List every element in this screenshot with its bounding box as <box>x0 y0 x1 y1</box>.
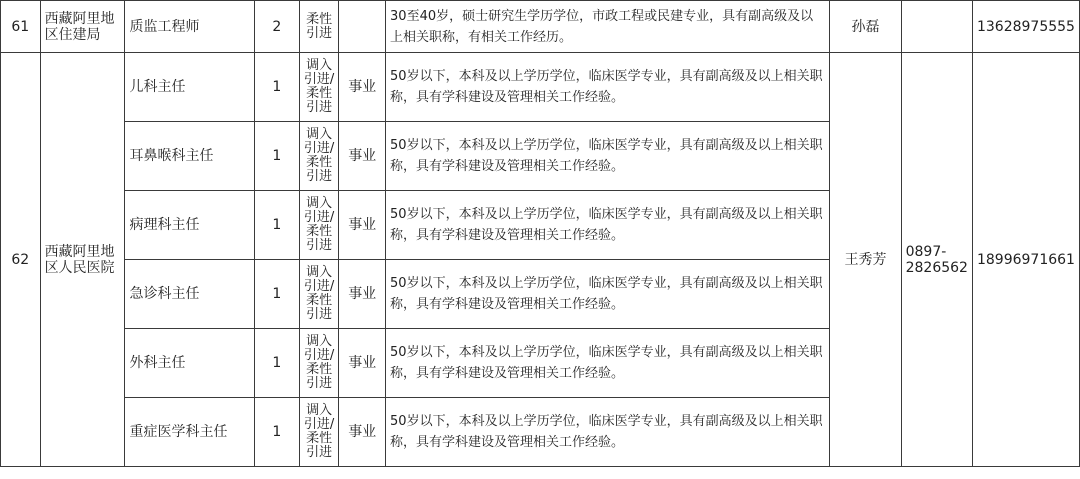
headcount: 1 <box>254 329 299 398</box>
office-phone <box>901 1 972 53</box>
employer-unit: 西藏阿里地区住建局 <box>40 1 125 53</box>
position-nature: 事业 <box>339 122 386 191</box>
position-name: 质监工程师 <box>125 1 254 53</box>
recruit-method: 调入引进/柔性引进 <box>299 122 339 191</box>
headcount: 1 <box>254 122 299 191</box>
recruit-method: 调入引进/柔性引进 <box>299 398 339 467</box>
position-name: 儿科主任 <box>125 53 254 122</box>
recruit-method: 调入引进/柔性引进 <box>299 191 339 260</box>
contact-person: 孙磊 <box>830 1 901 53</box>
requirements: 50岁以下，本科及以上学历学位，临床医学专业，具有副高级及以上相关职称，具有学科建设及管理相关工作经验。 <box>386 398 830 467</box>
office-phone: 0897-2826562 <box>901 53 972 467</box>
headcount: 1 <box>254 191 299 260</box>
headcount: 1 <box>254 53 299 122</box>
position-nature: 事业 <box>339 260 386 329</box>
requirements: 30至40岁，硕士研究生学历学位，市政工程或民建专业，具有副高级及以上相关职称，有相关工作经历。 <box>386 1 830 53</box>
position-name: 外科主任 <box>125 329 254 398</box>
table-row <box>1 1 1080 53</box>
requirements: 50岁以下，本科及以上学历学位，临床医学专业，具有副高级及以上相关职称，具有学科建设及管理相关工作经验。 <box>386 53 830 122</box>
headcount: 2 <box>254 1 299 53</box>
contact-person: 王秀芳 <box>830 53 901 467</box>
requirements: 50岁以下，本科及以上学历学位，临床医学专业，具有副高级及以上相关职称，具有学科建设及管理相关工作经验。 <box>386 260 830 329</box>
position-name: 急诊科主任 <box>125 260 254 329</box>
headcount: 1 <box>254 260 299 329</box>
position-nature <box>339 1 386 53</box>
headcount: 1 <box>254 398 299 467</box>
recruit-method: 调入引进/柔性引进 <box>299 329 339 398</box>
position-nature: 事业 <box>339 191 386 260</box>
recruit-method: 调入引进/柔性引进 <box>299 260 339 329</box>
requirements: 50岁以下，本科及以上学历学位，临床医学专业，具有副高级及以上相关职称，具有学科建设及管理相关工作经验。 <box>386 329 830 398</box>
position-name: 病理科主任 <box>125 191 254 260</box>
position-name: 重症医学科主任 <box>125 398 254 467</box>
table-row <box>1 53 1080 122</box>
row-number: 61 <box>1 1 41 53</box>
mobile-phone: 18996971661 <box>972 53 1079 467</box>
position-name: 耳鼻喉科主任 <box>125 122 254 191</box>
requirements: 50岁以下，本科及以上学历学位，临床医学专业，具有副高级及以上相关职称，具有学科建设及管理相关工作经验。 <box>386 122 830 191</box>
row-number: 62 <box>1 53 41 467</box>
recruit-method: 调入引进/柔性引进 <box>299 53 339 122</box>
recruit-method: 柔性引进 <box>299 1 339 53</box>
position-nature: 事业 <box>339 398 386 467</box>
position-nature: 事业 <box>339 329 386 398</box>
employer-unit: 西藏阿里地区人民医院 <box>40 53 125 467</box>
position-nature: 事业 <box>339 53 386 122</box>
mobile-phone: 13628975555 <box>972 1 1079 53</box>
requirements: 50岁以下，本科及以上学历学位，临床医学专业，具有副高级及以上相关职称，具有学科建设及管理相关工作经验。 <box>386 191 830 260</box>
